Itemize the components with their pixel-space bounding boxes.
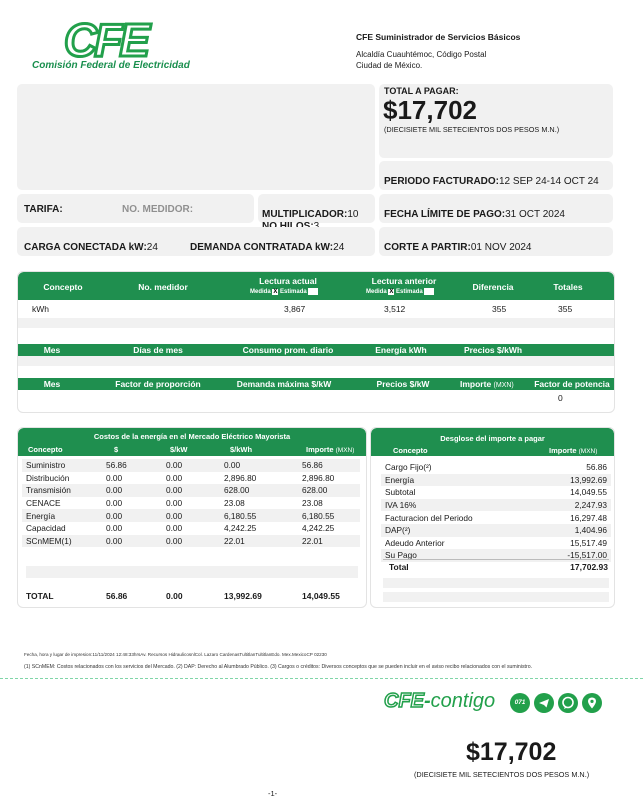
col-factor-potencia: Factor de potencia [534,379,610,389]
reading-row-concepto: kWh [32,304,49,314]
tarifa-label: TARIFA: [24,204,63,215]
fecha-limite [384,204,565,222]
costs-cell: 0.00 [166,523,183,534]
fecha-limite-label: FECHA LÍMITE DE PAGO: [384,209,506,220]
costs-title: Costos de la energía en el Mercado Eléctrico Mayorista [93,432,291,441]
col-consumo: Consumo prom. diario [242,345,334,355]
chat-glyph [558,693,578,713]
costs-cell: 0.00 [162,509,220,522]
breakdown-col-concepto: Concepto [393,446,428,455]
reading-row-anterior: 3,512 [384,304,406,314]
costs-cell: 0.00 [102,509,162,522]
costs-row [22,522,360,535]
breakdown-blank-1 [383,578,609,588]
periodo-value: 12 SEP 24-14 OCT 24 [499,176,599,187]
breakdown-amount: 14,049.55 [570,487,607,498]
tear-line [0,678,643,679]
breakdown-concept: Adeudo Anterior [385,537,445,548]
costs-cell: 4,242.25 [224,523,257,534]
col-importe-unit: (MXN) [493,382,514,389]
anterior-medida-label: Medida [366,289,387,296]
breakdown-concept: Subtotal [385,487,416,498]
costs-cell: 0.00 [162,484,220,497]
breakdown-row [381,511,611,524]
breakdown-title: Desglose del importe a pagar [440,434,545,443]
demanda [190,237,344,255]
redacted-customer-panel [17,84,375,190]
costs-cell: 56.86 [298,459,360,472]
breakdown-col-importe [549,446,597,455]
telegram-glyph [534,693,554,713]
reading-row-total: 355 [558,304,573,314]
costs-cell: Energía [22,509,102,522]
address-line-2: Ciudad de México. [356,61,423,70]
readings-section [17,271,615,413]
reading-row-diferencia: 355 [492,304,507,314]
col-concepto: Concepto [43,282,83,292]
costs-cell: Capacidad [26,523,66,534]
footnotes: (1) SCnMEM: Costos relacionados con los servicios del Mercado. (2) DAP: Derecho al Alumbrado Público. (3) Cargos o créditos: Diversos conceptos que se pueden incluir en el aviso recibo relacionados con el suministro. [24,664,533,670]
costs-row [22,497,360,510]
breakdown-concept: Cargo Fijo(²) [385,462,432,473]
costs-cell: 0.00 [166,498,183,509]
costs-cell: 0.00 [220,459,298,472]
costs-cell: 0.00 [106,523,123,534]
col-mes: Mes [43,345,61,355]
col-importe [460,379,514,389]
demanda-value: 24 [333,242,345,253]
telegram-icon[interactable] [534,693,554,713]
breakdown-row [381,461,611,474]
anterior-estimada-label: Estimada [396,289,423,296]
col-mes-2: Mes [43,379,61,389]
costs-total-kw: 0.00 [166,591,183,601]
costs-cell: CENACE [26,498,61,509]
breakdown-concept: IVA 16% [381,499,531,512]
costs-table [22,459,360,547]
total-amount: $17,702 [383,95,477,125]
actual-estimada-label: Estimada [280,289,307,296]
breakdown-total-label: Total [389,562,409,572]
costs-total-dollar: 56.86 [106,591,128,601]
breakdown-concept: Facturacion del Periodo [385,512,473,523]
costs-cell: Suministro [22,459,102,472]
logo-letters: CFE [64,14,147,66]
corte [384,237,531,255]
costs-total-label: TOTAL [26,591,54,601]
costs-cell: 56.86 [102,459,162,472]
total-label: TOTAL A PAGAR: [384,86,459,96]
multiplicador-value: 10 [347,209,359,220]
costs-cell: 0.00 [166,472,183,483]
breakdown-row [381,499,611,512]
costs-blank-row [26,566,358,578]
costs-cell: 22.01 [220,535,298,548]
breakdown-section [370,427,615,608]
costs-cell: 0.00 [106,472,123,483]
breakdown-amount: 56.86 [586,462,607,473]
breakdown-blank-2 [383,592,609,602]
factor-potencia-value: 0 [558,393,563,403]
phone-071-label: 071 [514,699,526,706]
corte-label: CORTE A PARTIR: [384,242,471,253]
costs-row [22,472,360,485]
costs-cell: Transmisión [22,484,102,497]
col-importe-label: Importe [460,379,492,389]
costs-cell: 628.00 [220,484,298,497]
costs-cell: 2,896.80 [302,472,335,483]
costs-row [22,535,360,548]
breakdown-amount: 16,297.48 [570,512,607,523]
costs-section [17,427,367,608]
costs-cell: 23.08 [302,498,323,509]
periodo [384,171,599,189]
col-demanda-maxima: Demanda máxima $/kW [236,379,332,389]
col-factor-proporcion: Factor de proporción [115,379,201,389]
monthly-gray-row [18,356,614,366]
phone-071-icon[interactable] [510,693,530,713]
reading-row-actual: 3,867 [284,304,306,314]
breakdown-total-line [383,559,609,560]
carga-label: CARGA CONECTADA kW: [24,242,147,253]
logo-subtitle: Comisión Federal de Electricidad [32,60,190,71]
costs-col-kwh: $/kWh [230,445,253,454]
costs-cell: Distribución [26,472,70,483]
contigo-word: contigo [430,690,496,712]
costs-cell: 0.00 [162,459,220,472]
breakdown-amount: 13,992.69 [531,474,611,487]
costs-col-kw: $/kW [170,445,188,454]
costs-cell: 23.08 [224,498,245,509]
costs-cell: 2,896.80 [224,472,257,483]
costs-col-importe [306,445,354,454]
col-medidor: No. medidor [138,282,188,292]
col-totales: Totales [553,282,583,292]
breakdown-row [381,537,611,550]
costs-col-concepto: Concepto [28,445,63,454]
carga-value: 24 [146,242,158,253]
costs-col-dollar: $ [114,445,119,454]
anterior-medida-estimada [366,288,434,295]
col-precios-kw: Precios $/kW [376,379,430,389]
fecha-limite-value: 31 OCT 2024 [505,209,565,220]
costs-cell: 0.00 [162,535,220,548]
stub-amount-words: (DIECISIETE MIL SETECIENTOS DOS PESOS M.N.) [414,770,590,779]
chat-icon[interactable] [558,693,578,713]
multiplicador-label: MULTIPLICADOR: [262,209,348,220]
breakdown-concept: Su Pago [381,549,531,562]
actual-medida-estimada [250,288,318,295]
costs-row [22,484,360,497]
breakdown-col-importe-label: Importe [549,446,577,455]
demanda-label: DEMANDA CONTRATADA kW: [190,242,334,253]
costs-col-importe-label: Importe [306,445,334,454]
breakdown-total-value: 17,702.93 [570,562,608,572]
address-line-1: Alcaldía Cuauhtémoc, Código Postal [356,50,487,59]
page-number: -1- [268,789,278,798]
col-lectura-actual: Lectura actual [259,276,317,286]
costs-row [22,459,360,472]
costs-total-row [22,591,360,601]
actual-medida-label: Medida [250,289,271,296]
print-info: Fecha, hora y lugar de impresion:11/11/2024 12:48:33hrsAv. Recursos HidraulicosnlCol. Lazaro CardenasTultitlanTultitlanEdo. Mex.MexicoCP 02230 [24,652,327,657]
anterior-blank-box [424,288,434,295]
col-energia: Energía kWh [375,345,427,355]
costs-row [22,509,360,522]
total-in-words: (DIECISIETE MIL SETECIENTOS DOS PESOS M.N.) [384,125,560,134]
costs-cell: 628.00 [298,484,360,497]
col-precios-kwh: Precios $/kWh [463,345,523,355]
breakdown-concept: DAP(²) [381,524,531,537]
anterior-check: X [389,289,394,296]
breakdown-amount: 1,404.96 [531,524,611,537]
costs-cell: 6,180.55 [298,509,360,522]
carga [24,237,158,255]
breakdown-concept: Energía [381,474,531,487]
breakdown-row [381,524,611,537]
breakdown-col-importe-unit: (MXN) [578,448,598,455]
costs-cell: SCnMEM(1) [22,535,102,548]
location-glyph [582,693,602,713]
costs-cell: 22.01 [298,535,360,548]
col-lectura-anterior: Lectura anterior [371,276,437,286]
breakdown-table [381,461,611,562]
breakdown-row [381,474,611,487]
costs-cell: 4,242.25 [302,523,335,534]
periodo-label: PERIODO FACTURADO: [384,176,499,187]
costs-cell: 0.00 [106,498,123,509]
breakdown-amount: -15,517.00 [531,549,611,562]
contigo-cfe: CFE [384,690,424,712]
stub-amount: $17,702 [466,738,557,766]
costs-col-importe-unit: (MXN) [335,447,355,454]
readings-gray-row [18,318,614,328]
cfe-contigo-logo [384,690,495,713]
actual-check: X [273,289,278,296]
breakdown-row [381,486,611,499]
costs-total-kwh: 13,992.69 [224,591,262,601]
supplier-name: CFE Suministrador de Servicios Básicos [356,32,521,42]
corte-value: 01 NOV 2024 [470,242,532,253]
breakdown-amount: 15,517.49 [570,537,607,548]
contigo-dash: - [424,690,431,712]
medidor-redaction [122,202,198,216]
col-diferencia: Diferencia [472,282,514,292]
location-icon[interactable] [582,693,602,713]
costs-total-importe: 14,049.55 [302,591,340,601]
costs-cell: 0.00 [102,484,162,497]
actual-blank-box [308,288,318,295]
costs-cell: 6,180.55 [220,509,298,522]
col-dias: Días de mes [133,345,183,355]
costs-cell: 0.00 [102,535,162,548]
breakdown-amount: 2,247.93 [531,499,611,512]
